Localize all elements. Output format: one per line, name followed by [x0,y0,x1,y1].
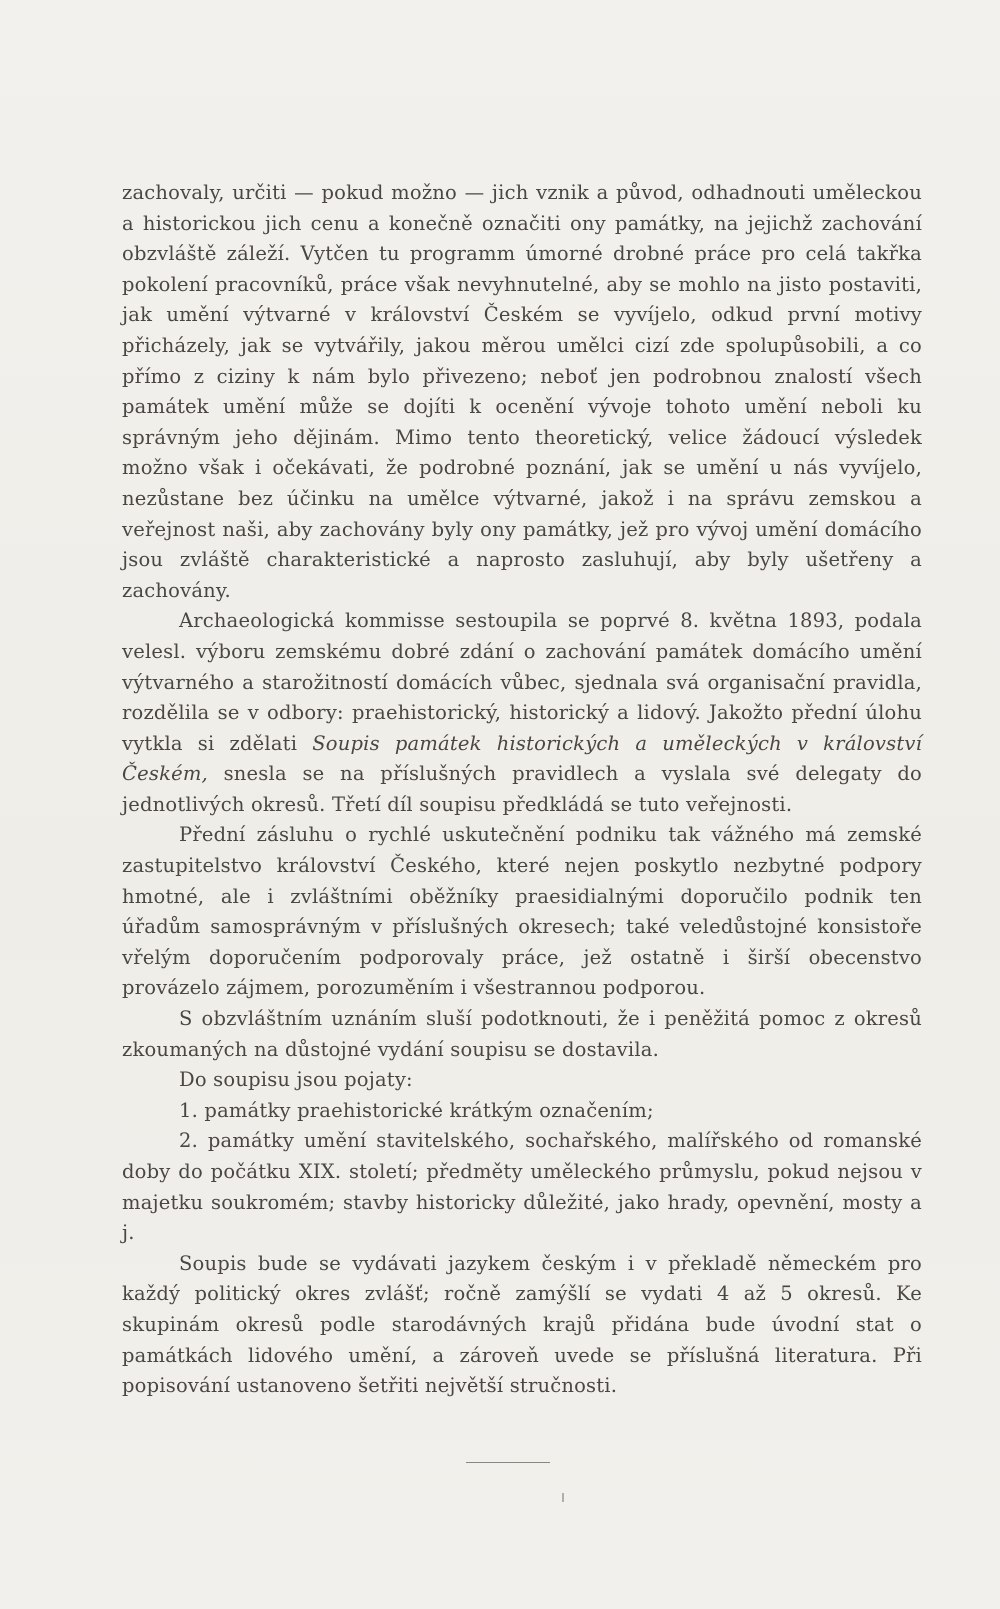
footer-divider [466,1462,550,1463]
paragraph-1: zachovaly, určiti — pokud možno — jich vznik a původ, odhadnouti uměleckou a historickou jich cenu a konečně označiti ony památky, na jejichž zachování obzvláště záleží. Vytčen tu programm úmorné drobné práce pro celá takřka pokolení pracovníků, práce však nevyhnutelné, aby se mohlo na jisto postaviti, jak umění výtvarné v království Českém se vyvíjelo, odkud první motivy přicházely, jak se vytvářily, jakou měrou umělci cizí zde spolupůsobili, a co přímo z ciziny k nám bylo přivezeno; neboť jen podrobnou znalostí všech památek umění může se dojíti k ocenění vývoje tohoto umění neboli ku správným jeho dějinám. Mimo tento theoretický, velice žádoucí výsledek možno však i očekávati, že podrobné poznání, jak se umění u nás vyvíjelo, nezůstane bez účinku na umělce výtvarné, jakož i na správu zemskou a veřejnost naši, aby zachovány byly ony památky, jež pro vývoj umění domácího jsou zvláště charakteristické a naprosto zasluhují, aby byly ušetřeny a zachovány. [122,181,922,602]
list-item-2: 2. památky umění stavitelského, sochařského, malířského od romanské doby do počátku XIX. století; předměty uměleckého průmyslu, pokud nejsou v majetku soukromém; stavby historicky důležité, jako hrady, opevnění, mosty a j. [122,1129,922,1245]
paragraph-4: S obzvláštním uznáním sluší podotknouti, že i peněžitá pomoc z okresů zkoumaných na důstojné vydání soupisu se dostavila. [122,1007,922,1061]
paragraph-3: Přední zásluhu o rychlé uskutečnění podniku tak vážného má zemské zastupitelstvo království Českého, které nejen poskytlo nezbytné podpory hmotné, ale i zvláštními oběžníky praesidialnými doporučilo podnik ten úřadům samosprávným v příslušných okresech; také veledůstojné konsistoře vřelým doporučením podporovaly práce, jež ostatně i širší obecenstvo provázelo zájmem, porozuměním i všestrannou podporou. [122,823,922,1000]
list-item-1: 1. památky praehistorické krátkým označením; [179,1098,654,1122]
print-mark [562,1493,564,1502]
paragraph-6: Soupis bude se vydávati jazykem českým i v překladě německém pro každý politický okres zvlášť; ročně zamýšlí se vydati 4 až 5 okresů. Ke skupinám okresů podle starodávných krajů přidána bude úvodní stat o památkách lidového umění, a zároveň uvede se příslušná literatura. Při popisování ustanoveno šetřiti největší stručnosti. [122,1251,922,1398]
body-text [122,178,922,1402]
paragraph-2 [122,606,922,820]
paragraph-2-text-after: snesla se na příslušných pravidlech a vyslala své delegaty do jednotlivých okresů. Třetí díl soupisu předkládá se tuto veřejnosti. [122,762,922,816]
paragraph-5: Do soupisu jsou pojaty: [179,1068,413,1092]
italic-title: Soupis památek historických a uměleckých v království Českém, [122,731,923,786]
paragraph-2-text-before: Archaeologická kommisse sestoupila se poprvé 8. května 1893, podala velesl. výboru zemskému dobré zdání o zachování památek domácího umění výtvarného a starožitností domácích vůbec, sjednala svá organisační pravidla, rozdělila se v odbory: praehistorický, historický a lidový. Jakožto přední úlohu vytkla si zdělati [122,609,922,755]
